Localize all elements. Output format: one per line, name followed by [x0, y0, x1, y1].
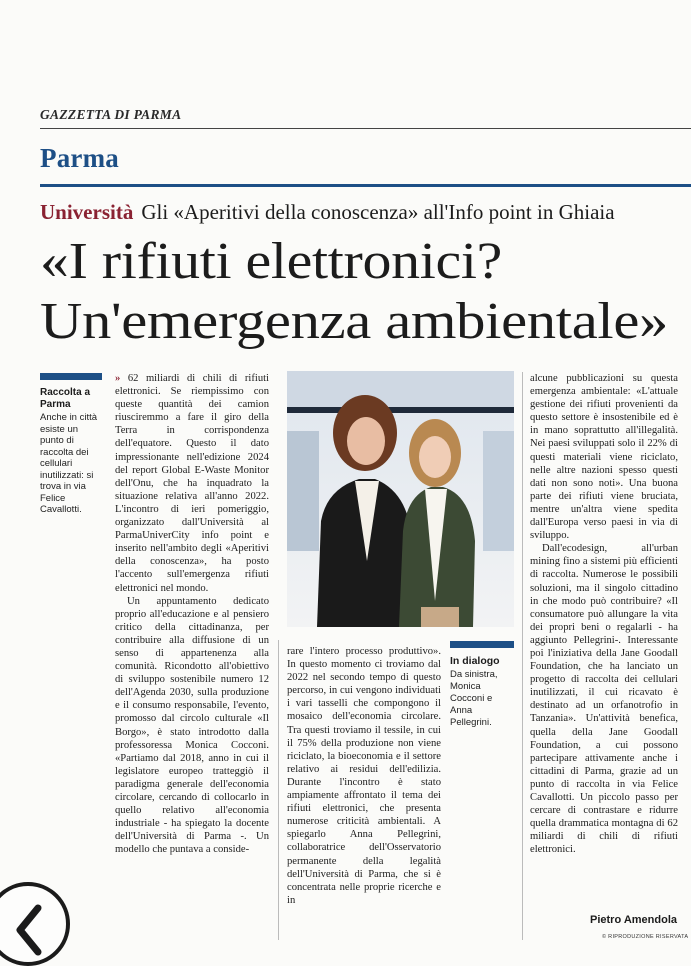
- back-button[interactable]: [0, 882, 70, 966]
- column-divider: [278, 640, 279, 940]
- article-column-1: [115, 372, 269, 856]
- article-paragraph: rare l'intero processo produttivo». In questo momento ci troviamo dal 2022 nel secondo tempo di questo percorso, in cui vengono individuati i vari tasselli che compongono il mosaico dell'economia circolare. Tra questi troviamo il tessile, in cui il 75% della produzione non viene riciclato, la bioeconomia e il settore relativo ai residui dell'edilizia. Durante l'incontro è stato ampiamente affrontato il tema dei rifiuti elettronici, che presenta numerose criticità ambientali. A spiegarlo Anna Pellegrini, collaboratrice dell'Osservatorio permanente della legalità dell'Università di Parma, che si è concentrata nelle proprie ricerche e in: [287, 646, 441, 906]
- kicker-text: Gli «Aperitivi della conoscenza» all'Info point in Ghiaia: [141, 200, 615, 224]
- headline-line-2: Un'emergenza ambientale»: [40, 293, 668, 350]
- article-paragraph: Un appuntamento dedicato proprio all'educazione e al pensiero critico della cittadinanza, per contribuire alla diffusione di un senso di appartenenza alla comunità. Ricondotto all'obiettivo di sviluppo sostenibile numero 12 dell'Agenda 2030, sulla produzione e il consumo responsabile, l'evento, promosso dal circolo culturale «Il Borgo», è stato introdotto dalla professoressa Monica Cocconi. «Partiamo dal 2018, anno in cui il legislatore europeo tratteggiò il paradigma generale dell'economia circolare, cercando di collocarlo in quello relativo all'economia industriale - ha spiegato la docente dell'Università di Parma -. Un modello che puntava a conside-: [115, 595, 269, 856]
- article-column-2: [287, 645, 441, 907]
- section-title: Parma: [40, 143, 119, 173]
- column-divider: [522, 372, 523, 940]
- sidebar-title: Raccolta a Parma: [40, 387, 91, 410]
- section-rule: [40, 184, 691, 187]
- article-lead-paragraph: » 62 miliardi di chili di rifiuti elettronici. Se riempissimo con queste quantità dei camion riusciremmo a fare il giro della Terra in corrispondenza dell'equatore. Questo il dato impressionante nell'edizione 2024 del report Global E-Waste Monitor dell'Onu, che ha inquadrato la situazione relativa all'anno 2022. L'incontro di ieri pomeriggio, organizzato dall'Università al ParmaUniverCity info point e inserito nell'ambito degli «Aperitivi della conoscenza», ha posto l'accento sull'emergenza rifiuti elettronici nel mondo.: [115, 373, 270, 594]
- article-paragraph: alcune pubblicazioni su questa emergenza ambientale: «L'attuale gestione dei rifiuti provenienti da questo settore è insostenibile ed è in mano soprattutto all'illegalità. Nei paesi sviluppati solo il 22% di questi materiali viene riciclato, nelle altre nazioni spesso questi dati non sono noti». Una buona parte dei rifiuti viene bruciata, mentre un'altra viene spedita dall'Europa verso paesi in via di sviluppo.: [530, 373, 678, 542]
- photo-two-women: [287, 371, 514, 627]
- caption-title: In dialogo: [450, 655, 500, 667]
- caption-text: Da sinistra, Monica Cocconi e Anna Pellegrini.: [450, 669, 498, 728]
- chevron-left-icon: [0, 886, 66, 962]
- headline-line-1: «I rifiuti elettronici?: [40, 233, 502, 290]
- masthead-rule: [40, 128, 691, 129]
- kicker-category: Università: [40, 200, 134, 224]
- article-column-4: [530, 372, 678, 856]
- headline: [40, 232, 691, 352]
- article-paragraph: Dall'ecodesign, all'urban mining fino a sistemi più efficienti di raccolta. Numerose le possibili soluzioni, ma il singolo cittadino in che modo può contribuire? «Il consumatore può allungare la vita dei propri beni o regalarli - ha aggiunto Pellegrini-. Interessante poi l'iniziativa della Jane Goodall Foundation, che ha lanciato un progetto di raccolta dei cellulari inutilizzati, il cui ricavato è destinato ad un orfanotrofio in Tanzania». Un'attività benefica, quella della Jane Goodall Foundation, a cui possono partecipare attivamente anche i cittadini di Parma, grazie ad un punto di raccolta in via Felice Cavallotti. Un piccolo passo per cercare di contrastare e ridurre quella drammatica montagna di 62 miliardi di chili di rifiuti elettronici.: [530, 543, 678, 856]
- article-photo: [287, 371, 514, 627]
- caption-bar: [450, 641, 514, 648]
- sidebar-bar: [40, 373, 102, 380]
- copyright-notice: © RIPRODUZIONE RISERVATA: [602, 934, 689, 940]
- kicker: [40, 200, 615, 225]
- author-byline: Pietro Amendola: [590, 914, 677, 926]
- sidebar-text: Anche in città esiste un punto di raccolta dei cellulari inutilizzati: si trova in via Felice Cavallotti.: [40, 412, 98, 515]
- newspaper-masthead: GAZZETTA DI PARMA: [40, 107, 182, 122]
